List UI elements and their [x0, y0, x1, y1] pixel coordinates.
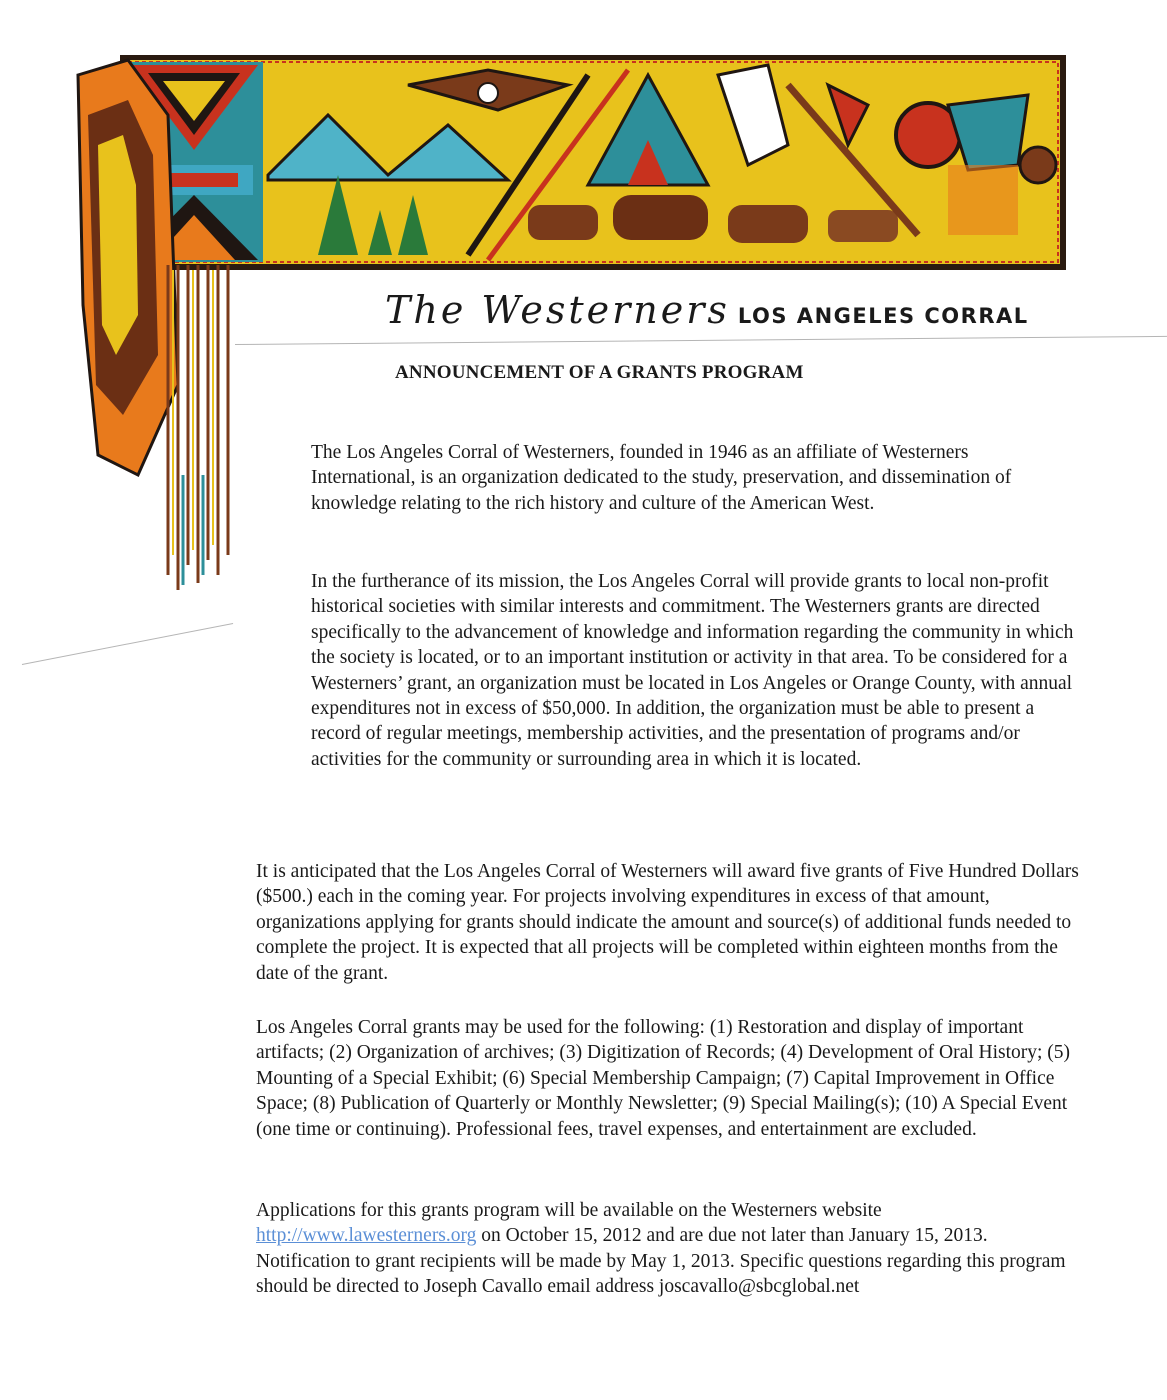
applications-details: on October 15, 2012 and are due not later than January 15, 2013. Notification to grant recipients will be made by May 1, 2013. Specific questions regarding this program should be directed to Joseph Cavallo email address joscavallo@sbcglobal.net — [256, 1225, 1066, 1298]
masthead-title — [385, 288, 1029, 332]
masthead-subtitle: LOS ANGELES CORRAL — [737, 304, 1029, 328]
applications-intro: Applications for this grants program will be available on the Westerners website — [256, 1200, 882, 1221]
side-rule — [22, 623, 233, 665]
website-link[interactable]: http://www.lawesterners.org — [256, 1225, 477, 1247]
paragraph-mission: In the furtherance of its mission, the Los Angeles Corral will provide grants to local non-profit historical societies with similar interests and commitment. The Westerners grants are directed specifically to the advancement of knowledge and information regarding the community in which the society is located, or to an important institution or activity in that area. To be considered for a Westerners’ grant, an organization must be located in Los Angeles or Orange County, with annual expenditures not in excess of $50,000. In addition, the organization must be able to present a record of regular meetings, membership activities, and the presentation of programs and/or activities for the community or surrounding area in which it is located. — [311, 571, 1074, 770]
paragraph-award: It is anticipated that the Los Angeles Corral of Westerners will award five grants of Five Hundred Dollars ($500.) each in the coming year. For projects involving expenditures in excess of that amount, organizations applying for grants should indicate the amount and source(s) of additional funds needed to complete the project. It is expected that all projects will be completed within eighteen months from the date of the grant. — [256, 861, 1079, 984]
paragraph-applications — [256, 1198, 1086, 1300]
page-heading: ANNOUNCEMENT OF A GRANTS PROGRAM — [395, 362, 804, 383]
paragraph-intro: The Los Angeles Corral of Westerners, founded in 1946 as an affiliate of Westerners International, is an organization dedicated to the study, preservation, and dissemination of knowledge relating to the rich history and culture of the American West. — [311, 442, 1012, 514]
masthead-script-title: The Westerners — [385, 288, 730, 332]
paragraph-uses: Los Angeles Corral grants may be used for the following: (1) Restoration and display of important artifacts; (2) Organization of archives; (3) Digitization of Records; (4) Development of Oral History; (5) Mounting of a Special Exhibit; (6) Special Membership Campaign; (7) Capital Improvement in Office Space; (8) Publication of Quarterly or Monthly Newsletter; (9) Special Mailing(s); (10) A Special Event (one time or continuing). Professional fees, travel expenses, and entertainment are excluded. — [256, 1017, 1071, 1140]
